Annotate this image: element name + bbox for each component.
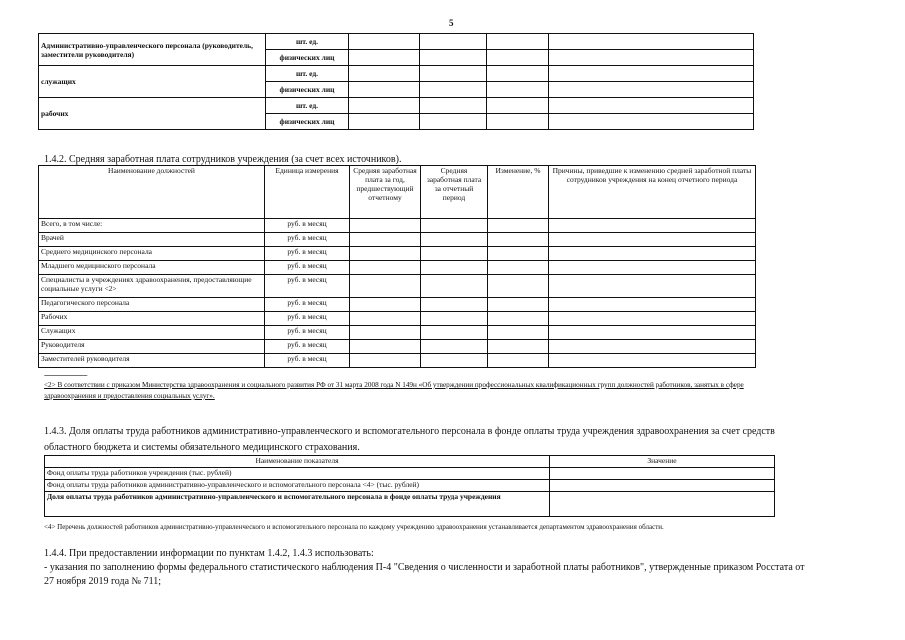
salary-row [39, 340, 756, 354]
section-143-title: 1.4.3. Доля оплаты труда работников административно-управленческого и вспомогательного персонала в фонде оплаты труда учреждения здравоохранения за счет средств областного бюджета и системы обязательного медицинского страхования. [44, 426, 775, 453]
staff-table [38, 33, 754, 130]
position-name: Служащих [39, 326, 265, 340]
staff-row-label: рабочих [39, 98, 266, 130]
staff-row-label: Административно-управленческого персонала (руководитель, заместители руководителя) [39, 34, 266, 66]
unit-cell: руб. в месяц [265, 233, 350, 247]
salary-row [39, 275, 756, 298]
share-row-label: Доля оплаты труда работников административно-управленческого и вспомогательного персонала в фонде оплаты труда учреждения [45, 492, 550, 517]
col-header: Наименование показателя [45, 456, 550, 468]
col-header: Единица измерения [265, 166, 350, 219]
staff-unit: шт. ед. [266, 98, 349, 114]
position-name: Среднего медицинского персонала [39, 247, 265, 261]
col-header: Наименование должностей [39, 166, 265, 219]
salary-row [39, 298, 756, 312]
position-name: Врачей [39, 233, 265, 247]
page-number: 5 [449, 18, 454, 28]
position-name: Младшего медицинского персонала [39, 261, 265, 275]
unit-cell: руб. в месяц [265, 247, 350, 261]
position-name: Заместителей руководителя [39, 354, 265, 368]
section-144-text: - указания по заполнению формы федерального статистического наблюдения П-4 "Сведения о численности и заработной платы работников", утвержденные приказом Росстата от 27 ноября 2019 года № 711; [44, 562, 805, 587]
col-header: Средняя заработная плата за отчетный период [421, 166, 488, 219]
salary-row [39, 247, 756, 261]
unit-cell: руб. в месяц [265, 354, 350, 368]
footnote-2: <2> В соответствии с приказом Министерства здравоохранения и социального развития РФ от 31 марта 2008 года N 149н «Об утверждении профессиональных квалификационных групп должностей работников, занятых в сфере здравоохранения и предоставления социальных услуг». [44, 381, 744, 400]
unit-cell: руб. в месяц [265, 219, 350, 233]
unit-cell: руб. в месяц [265, 261, 350, 275]
salary-row [39, 233, 756, 247]
share-row-label: Фонд оплаты труда работников учреждения (тыс. рублей) [45, 468, 550, 480]
footnote-separator: -------------------------------- [44, 371, 87, 379]
staff-unit: физических лиц [266, 82, 349, 98]
salary-row [39, 219, 756, 233]
share-row-label: Фонд оплаты труда работников административно-управленческого и вспомогательного персонала <4> (тыс. рублей) [45, 480, 550, 492]
col-header: Средняя заработная плата за год, предшествующий отчетному [350, 166, 421, 219]
footnote-4: <4> Перечень должностей работников административно-управленческого и вспомогательного персонала по каждому учреждению здравоохранения устанавливается департаментом здравоохранения области. [44, 523, 664, 531]
position-name: Рабочих [39, 312, 265, 326]
col-header: Значение [550, 456, 775, 468]
position-name: Педагогического персонала [39, 298, 265, 312]
col-header: Причины, приведшие к изменению средней заработной платы сотрудников учреждения на конец отчетного периода [549, 166, 756, 219]
unit-cell: руб. в месяц [265, 275, 350, 298]
unit-cell: руб. в месяц [265, 326, 350, 340]
col-header: Изменение, % [488, 166, 549, 219]
share-table [44, 455, 775, 517]
salary-row [39, 326, 756, 340]
staff-unit: физических лиц [266, 114, 349, 130]
staff-unit: шт. ед. [266, 66, 349, 82]
unit-cell: руб. в месяц [265, 340, 350, 354]
position-name: Специалисты в учреждениях здравоохранения, предоставляющие социальные услуги <2> [39, 275, 265, 298]
salary-table [38, 165, 756, 368]
unit-cell: руб. в месяц [265, 298, 350, 312]
salary-row [39, 261, 756, 275]
position-name: Всего, в том числе: [39, 219, 265, 233]
salary-row [39, 312, 756, 326]
unit-cell: руб. в месяц [265, 312, 350, 326]
staff-row-label: служащих [39, 66, 266, 98]
staff-unit: шт. ед. [266, 34, 349, 50]
staff-unit: физических лиц [266, 50, 349, 66]
salary-row [39, 354, 756, 368]
section-144-title: 1.4.4. При предоставлении информации по пунктам 1.4.2, 1.4.3 использовать: [44, 548, 374, 559]
position-name: Руководителя [39, 340, 265, 354]
section-142-title: 1.4.2. Средняя заработная плата сотрудников учреждения (за счет всех источников). [44, 154, 402, 165]
